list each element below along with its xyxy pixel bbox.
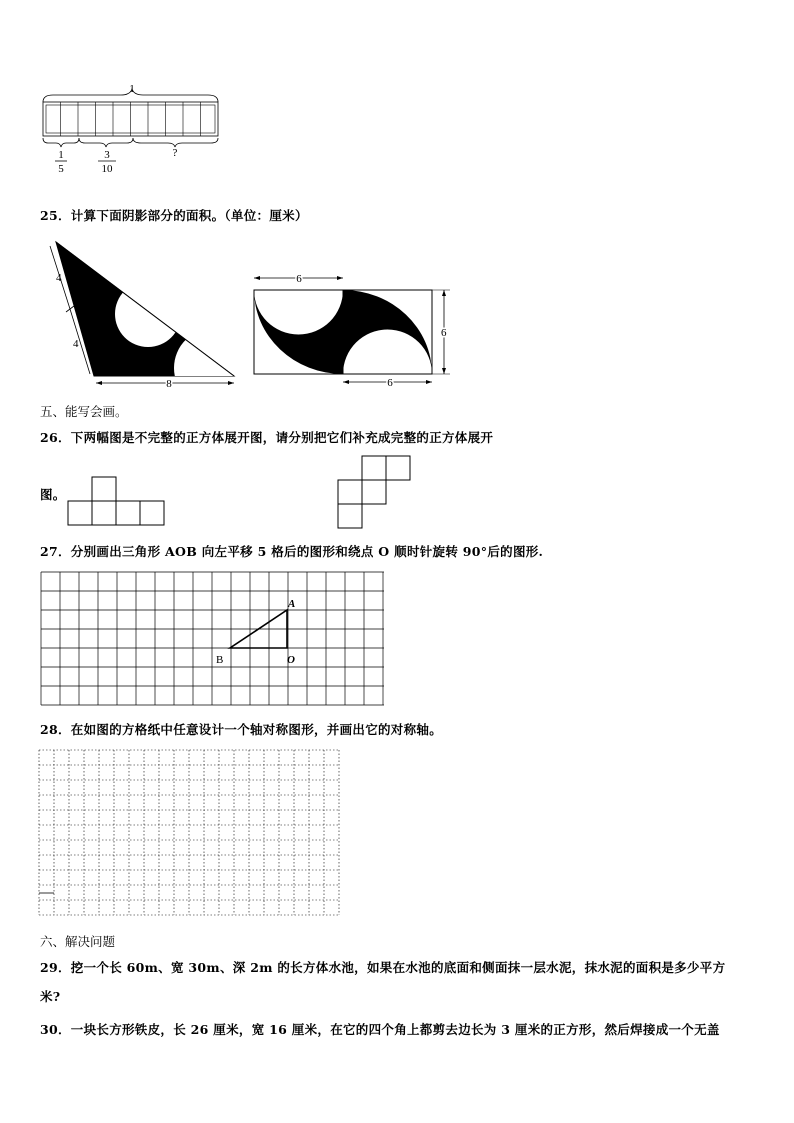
- q28-number: 28．: [40, 722, 71, 737]
- section6-title: 六、解决问题: [40, 934, 116, 949]
- right-label-top: 6: [296, 273, 302, 285]
- net1-square-3: [116, 501, 140, 525]
- net2-square-3: [338, 480, 362, 504]
- left-label-top: 4: [56, 272, 62, 284]
- right-arrow-bl: [343, 380, 349, 384]
- q27-grid-figure: [38, 570, 384, 708]
- bar-cells: [43, 102, 218, 136]
- q26-number: 26．: [40, 430, 71, 445]
- left-arrow-r: [228, 381, 234, 385]
- q29-body-line1: 挖一个长 60m、宽 30m、深 2m 的长方体水池，如果在水池的底面和侧面抹一层水泥，抹水泥的面积是多少平方: [70, 960, 726, 975]
- q28-text: [40, 720, 442, 738]
- cube-net-2: [336, 454, 412, 530]
- net1-square-1: [68, 501, 92, 525]
- left-label-bottom: 8: [166, 378, 172, 390]
- left-white-circle-1: [115, 281, 181, 347]
- q27-body: 分别画出三角形 AOB 向左平移 5 格后的图形和绕点 O 顺时针旋转 90°后的图形.: [70, 544, 544, 559]
- label-b: B: [216, 654, 224, 666]
- bar-brace-2: [79, 138, 133, 147]
- unknown-label: ?: [172, 147, 178, 159]
- net2-square-1: [362, 456, 386, 480]
- q26-text-line2: 图。: [40, 487, 66, 502]
- q25-body: 计算下面阴影部分的面积。（单位：厘米）: [70, 208, 308, 223]
- q28-body: 在如图的方格纸中任意设计一个轴对称图形，并画出它的对称轴。: [70, 722, 442, 737]
- q30-text: [40, 1020, 720, 1038]
- q30-number: 30．: [40, 1022, 71, 1037]
- q27-number: 27．: [40, 544, 71, 559]
- cube-net-1: [66, 476, 166, 528]
- net2-square-5: [338, 504, 362, 528]
- left-white-circle-2: [174, 328, 244, 392]
- right-label-bottom: 6: [387, 377, 393, 389]
- q28-grid: [39, 750, 339, 915]
- bar-brace-3: [133, 138, 218, 147]
- net1-square-2: [92, 501, 116, 525]
- bar-total-label: 1: [129, 83, 135, 95]
- section5-title: 五、能写会画。: [40, 404, 128, 419]
- fraction-bar-figure: [38, 76, 228, 176]
- q27-grid: [41, 572, 384, 705]
- q27-text: [40, 542, 543, 560]
- left-label-mid: 4: [73, 338, 79, 350]
- left-tick: [66, 306, 74, 312]
- net2-square-2: [386, 456, 410, 480]
- q29-number: 29．: [40, 960, 71, 975]
- right-arrow-br: [426, 380, 432, 384]
- label-o: O: [287, 654, 295, 666]
- net1-square-top: [92, 477, 116, 501]
- q25-text: [40, 206, 308, 224]
- q30-body: 一块长方形铁皮，长 26 厘米，宽 16 厘米，在它的四个角上都剪去边长为 3 厘米的正方形，然后焊接成一个无盖: [70, 1022, 720, 1037]
- right-arrow-sb: [442, 368, 446, 374]
- net1-square-4: [140, 501, 164, 525]
- right-arrow-tr: [337, 276, 343, 280]
- q29-text: [40, 958, 725, 976]
- frac1-numerator: 1: [58, 149, 64, 161]
- right-label-side: 6: [441, 327, 447, 339]
- q29-text-line2: 米?: [40, 989, 61, 1004]
- q25-left-figure: [44, 236, 244, 392]
- q28-dotted-grid: [37, 748, 341, 920]
- q26-text: [40, 428, 493, 446]
- left-arrow-l: [96, 381, 102, 385]
- frac2-numerator: 3: [104, 149, 110, 161]
- right-arrow-tl: [254, 276, 260, 280]
- frac1-denominator: 5: [58, 163, 64, 175]
- bar-brace-1: [43, 138, 79, 147]
- right-arrow-st: [442, 290, 446, 296]
- q25-number: 25．: [40, 208, 71, 223]
- frac2-denominator: 10: [101, 163, 113, 175]
- net2-square-4: [362, 480, 386, 504]
- q25-right-figure: [248, 268, 458, 392]
- label-a: A: [288, 598, 296, 610]
- q26-body-line1: 下两幅图是不完整的正方体展开图，请分别把它们补充成完整的正方体展开: [70, 430, 494, 445]
